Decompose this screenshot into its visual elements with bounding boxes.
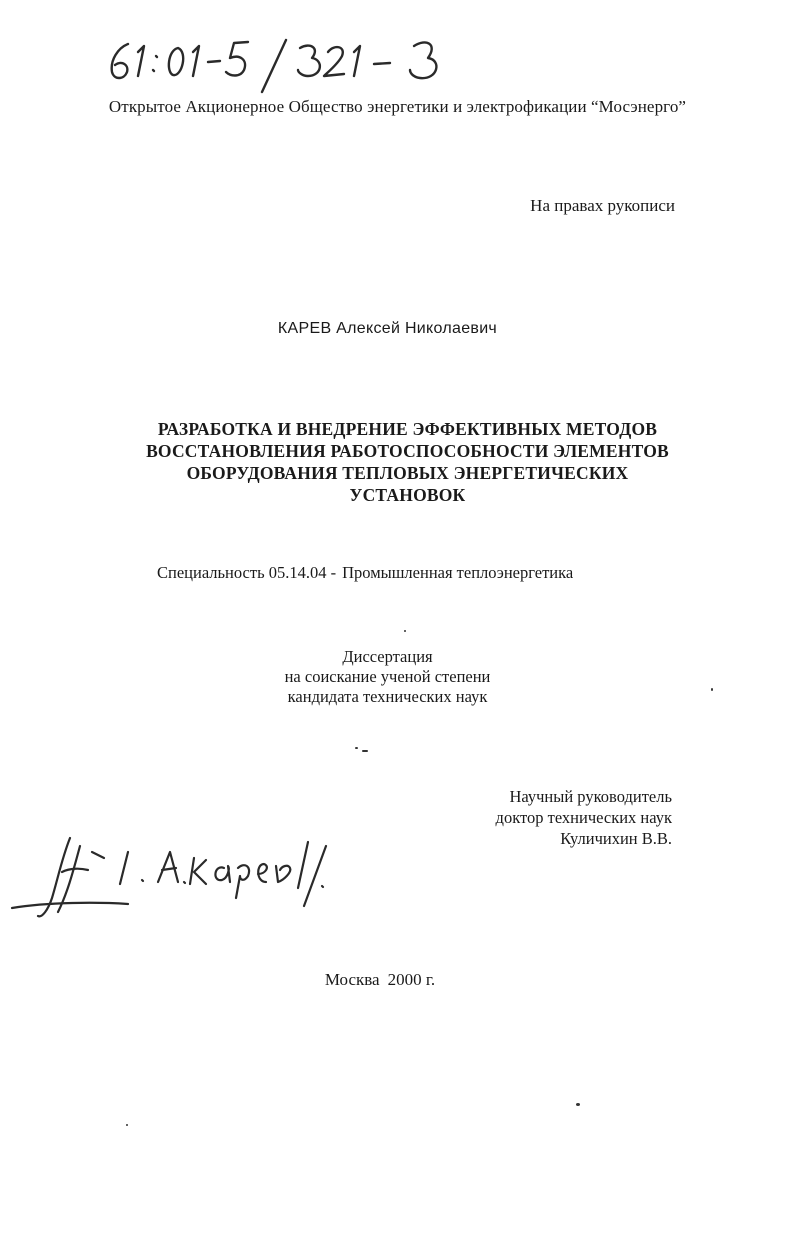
supervisor-block	[440, 786, 672, 849]
supervisor-name: Куличихин В.В.	[560, 829, 672, 848]
dissertation-line: Диссертация	[342, 647, 433, 666]
title-line: РАЗРАБОТКА И ВНЕДРЕНИЕ ЭФФЕКТИВНЫХ МЕТОДОВ	[157, 419, 658, 439]
title-line: ВОССТАНОВЛЕНИЯ РАБОТОСПОСОБНОСТИ ЭЛЕМЕНТОВ	[146, 441, 669, 461]
dissertation-line: на соискание ученой степени	[284, 667, 491, 686]
scan-speck	[576, 1103, 580, 1106]
title-line: УСТАНОВОК	[349, 485, 466, 505]
city-year-line	[0, 970, 760, 990]
supervisor-degree: доктор технических наук	[495, 808, 672, 827]
title-line: ОБОРУДОВАНИЯ ТЕПЛОВЫХ ЭНЕРГЕТИЧЕСКИХ	[186, 463, 629, 483]
dissertation-title	[80, 418, 735, 506]
dissertation-description	[0, 647, 775, 707]
dissertation-line: кандидата технических наук	[287, 687, 488, 706]
specialty-label: Специальность 05.14.04 -	[157, 563, 337, 582]
organization-line: Открытое Акционерное Общество энергетики и электрофикации “Мосэнерго”	[108, 97, 687, 116]
supervisor-role: Научный руководитель	[509, 787, 672, 806]
author-signature	[8, 828, 338, 923]
rights-note: На правах рукописи	[530, 196, 675, 215]
scan-speck	[126, 1124, 128, 1126]
scan-speck	[711, 688, 713, 691]
scan-speck	[404, 630, 406, 632]
year: 2000 г.	[387, 970, 436, 989]
author-name: КАРЕВ Алексей Николаевич	[277, 320, 498, 337]
scan-speck	[355, 747, 358, 749]
specialty-name: Промышленная теплоэнергетика	[342, 563, 574, 582]
scan-speck	[362, 750, 368, 752]
specialty-line	[157, 563, 717, 583]
handwritten-archive-code	[100, 30, 480, 100]
city: Москва	[324, 970, 380, 989]
